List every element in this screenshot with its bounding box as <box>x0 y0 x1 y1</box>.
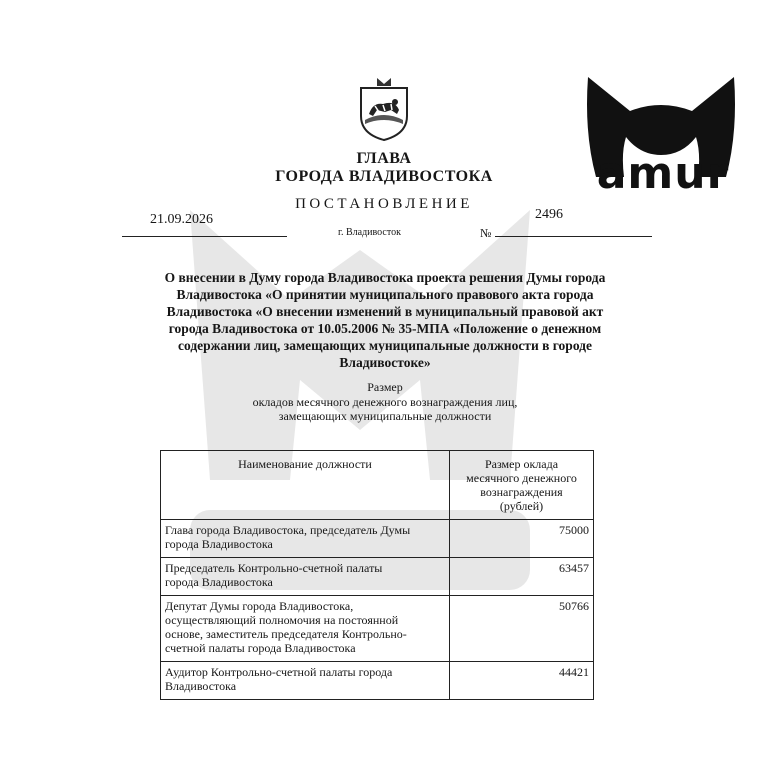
position-cell <box>161 662 450 700</box>
table-row <box>161 558 594 596</box>
doc-type: ПОСТАНОВЛЕНИЕ <box>295 196 473 212</box>
header-salary-line: месячного денежного <box>466 471 577 485</box>
salary-cell: 44421 <box>450 662 594 700</box>
salary-table <box>160 450 594 700</box>
salary-cell: 63457 <box>450 558 594 596</box>
salary-cell: 75000 <box>450 520 594 558</box>
title-line: Владивостока «О внесении изменений в муниципальный правовой акт <box>166 304 604 319</box>
table-row <box>161 520 594 558</box>
doc-number: 2496 <box>535 207 563 222</box>
caption-line: Размер <box>367 380 403 394</box>
title-line: города Владивостока от 10.05.2006 № 35-МПА «Положение о денежном <box>168 321 602 336</box>
position-line: осуществляющий полномочия на постоянной <box>165 613 399 627</box>
date-underline <box>122 236 287 237</box>
position-line: Депутат Думы города Владивостока, <box>165 599 354 613</box>
city-coat-of-arms <box>355 76 413 142</box>
amur-logo-text: amur <box>596 148 730 199</box>
number-underline <box>495 236 652 237</box>
position-line: города Владивостока <box>165 537 273 551</box>
table-header-row <box>161 451 594 520</box>
doc-city: г. Владивосток <box>338 227 401 238</box>
header-line2: ГОРОДА ВЛАДИВОСТОКА <box>275 168 493 185</box>
title-line: содержании лиц, замещающих муниципальные должности в городе <box>177 338 592 353</box>
salary-cell: 50766 <box>450 596 594 662</box>
position-cell <box>161 558 450 596</box>
title-line: Владивостоке» <box>339 355 431 370</box>
caption-line: окладов месячного денежного вознаграждения лиц, <box>252 394 518 409</box>
position-line: Аудитор Контрольно-счетной палаты города <box>165 665 393 679</box>
number-sign: № <box>480 226 492 240</box>
position-line: Глава города Владивостока, председатель Думы <box>165 523 411 537</box>
position-line: счетной палаты города Владивостока <box>165 641 356 655</box>
header-position: Наименование должности <box>161 451 450 520</box>
table-row <box>161 662 594 700</box>
header-salary-line: (рублей) <box>499 499 544 513</box>
header-salary-line: вознаграждения <box>480 485 563 499</box>
header-line1: ГЛАВА <box>356 150 412 167</box>
title-line: О внесении в Думу города Владивостока проекта решения Думы города <box>164 270 606 285</box>
caption-line: замещающих муниципальные должности <box>278 409 492 423</box>
title-line: Владивостока «О принятии муниципального правового акта города <box>176 287 594 302</box>
position-line: Председатель Контрольно-счетной палаты <box>165 561 383 575</box>
header-salary-line: Размер оклада <box>484 457 559 471</box>
position-line: основе, заместитель председателя Контрольно- <box>165 627 407 641</box>
position-line: Владивостока <box>165 679 237 693</box>
decree-title <box>130 269 640 371</box>
table-caption <box>130 380 640 424</box>
doc-date: 21.09.2026 <box>150 212 213 227</box>
header-salary <box>450 451 594 520</box>
table-row <box>161 596 594 662</box>
position-cell <box>161 596 450 662</box>
position-line: города Владивостока <box>165 575 273 589</box>
position-cell <box>161 520 450 558</box>
